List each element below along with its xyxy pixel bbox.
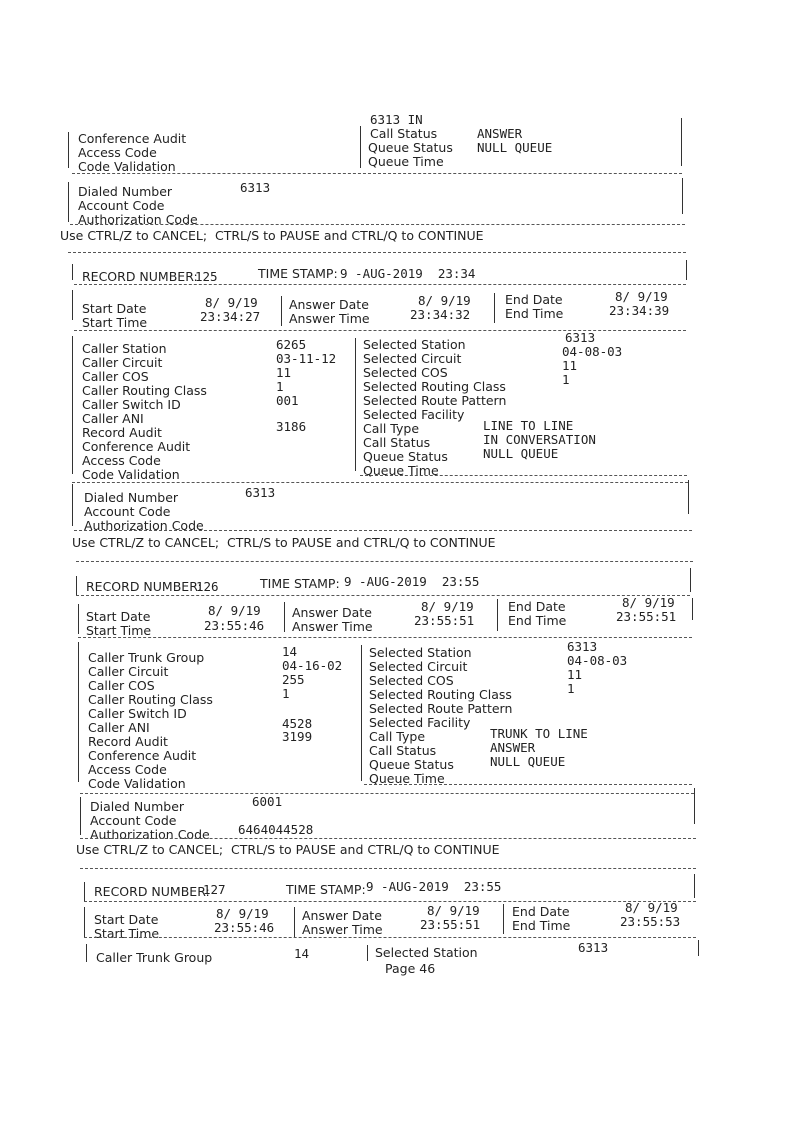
call-type: TRUNK TO LINE xyxy=(490,726,588,741)
right-border xyxy=(698,940,699,956)
right-border xyxy=(682,178,683,214)
label-record-audit: Record Audit xyxy=(88,734,168,749)
label-queue-status: Queue Status xyxy=(368,140,453,155)
label-selected-station: Selected Station xyxy=(363,337,466,352)
label-answer-date: Answer Date xyxy=(302,908,382,923)
divider xyxy=(74,530,692,531)
column-divider xyxy=(494,293,495,323)
label-account-code: Account Code xyxy=(84,504,171,519)
top-queue-status: NULL QUEUE xyxy=(477,140,553,155)
label-caller-circuit: Caller Circuit xyxy=(82,355,163,370)
label-start-time: Start Time xyxy=(82,315,148,330)
record-audit: 3199 xyxy=(282,729,313,744)
end-time: 23:34:39 xyxy=(609,303,670,318)
end-time: 23:55:51 xyxy=(616,609,677,624)
label-call-type: Call Type xyxy=(369,729,426,744)
selected-circuit: 04-08-03 xyxy=(567,653,628,668)
selected-cos: 11 xyxy=(567,667,583,682)
label-caller-switch-id: Caller Switch ID xyxy=(82,397,181,412)
label-caller-cos: Caller COS xyxy=(82,369,149,384)
selected-circuit: 04-08-03 xyxy=(562,344,623,359)
left-border xyxy=(86,944,87,962)
column-divider xyxy=(284,602,285,632)
label-dialed-number: Dialed Number xyxy=(90,799,185,814)
label-answer-time: Answer Time xyxy=(289,311,370,326)
record-number: 125 xyxy=(195,269,218,284)
end-time: 23:55:53 xyxy=(620,914,681,929)
divider xyxy=(70,224,685,225)
time-stamp: 9 -AUG-2019 23:55 xyxy=(366,879,502,894)
label-end-date: End Date xyxy=(512,904,570,919)
answer-date: 8/ 9/19 xyxy=(421,599,474,614)
call-status: ANSWER xyxy=(490,740,536,755)
left-border xyxy=(72,290,73,320)
start-date: 8/ 9/19 xyxy=(205,295,258,310)
column-divider xyxy=(367,945,368,961)
answer-time: 23:55:51 xyxy=(414,613,475,628)
label-caller-switch-id: Caller Switch ID xyxy=(88,706,187,721)
left-border xyxy=(72,264,73,280)
divider xyxy=(68,252,686,253)
label-record-audit: Record Audit xyxy=(82,425,162,440)
label-selected-routing-class: Selected Routing Class xyxy=(363,379,506,394)
left-border xyxy=(68,182,69,222)
divider xyxy=(74,284,686,285)
label-caller-ani: Caller ANI xyxy=(82,411,144,426)
column-divider xyxy=(497,599,498,631)
left-border xyxy=(68,132,69,168)
label-caller-routing-class: Caller Routing Class xyxy=(88,692,213,707)
divider xyxy=(364,784,692,785)
label-answer-date: Answer Date xyxy=(289,297,369,312)
answer-time: 23:55:51 xyxy=(420,917,481,932)
caller-switch-id: 001 xyxy=(276,393,299,408)
divider xyxy=(80,838,696,839)
left-border xyxy=(78,642,79,782)
label-account-code: Account Code xyxy=(90,813,177,828)
selected-routing-class: 1 xyxy=(562,372,570,387)
prompt-line: Use CTRL/Z to CANCEL; CTRL/S to PAUSE and CTRL/Q to CONTINUE xyxy=(60,228,484,243)
label-caller-trunk-group: Caller Trunk Group xyxy=(88,650,205,665)
right-border xyxy=(694,874,695,898)
label-selected-route-pattern: Selected Route Pattern xyxy=(363,393,507,408)
caller-trunk-group: 14 xyxy=(282,644,298,659)
label-end-time: End Time xyxy=(512,918,571,933)
label-queue-time: Queue Time xyxy=(368,154,444,169)
label-call-status: Call Status xyxy=(363,435,431,450)
label-access-code: Access Code xyxy=(78,145,157,160)
caller-cos: 11 xyxy=(276,365,292,380)
column-divider xyxy=(360,126,361,168)
label-start-time: Start Time xyxy=(86,623,152,638)
right-border xyxy=(694,788,695,824)
label-queue-status: Queue Status xyxy=(369,757,454,772)
authorization-code: 6464044528 xyxy=(238,822,314,837)
caller-circuit: 04-16-02 xyxy=(282,658,343,673)
label-code-validation: Code Validation xyxy=(82,467,180,482)
label-selected-route-pattern: Selected Route Pattern xyxy=(369,701,513,716)
top-call-status: ANSWER xyxy=(477,126,523,141)
label-call-status: Call Status xyxy=(369,743,437,758)
selected-station: 6313 xyxy=(578,940,609,955)
label-selected-cos: Selected COS xyxy=(369,673,454,688)
column-divider xyxy=(281,296,282,326)
divider xyxy=(72,482,688,483)
label-time-stamp: TIME STAMP: xyxy=(286,882,366,897)
caller-ani: 4528 xyxy=(282,716,313,731)
left-border xyxy=(72,336,73,474)
label-authorization-code: Authorization Code xyxy=(84,518,204,533)
label-authorization-code: Authorization Code xyxy=(78,212,198,227)
call-type: LINE TO LINE xyxy=(483,418,574,433)
label-end-time: End Time xyxy=(508,613,567,628)
label-selected-routing-class: Selected Routing Class xyxy=(369,687,512,702)
call-status: IN CONVERSATION xyxy=(483,432,596,447)
label-conference-audit: Conference Audit xyxy=(88,748,197,763)
label-caller-trunk-group: Caller Trunk Group xyxy=(96,950,213,965)
start-time: 23:34:27 xyxy=(200,309,261,324)
label-queue-time: Queue Time xyxy=(369,771,445,786)
column-divider xyxy=(355,338,356,471)
end-date: 8/ 9/19 xyxy=(615,289,668,304)
column-divider xyxy=(294,907,295,937)
start-date: 8/ 9/19 xyxy=(216,906,269,921)
label-caller-routing-class: Caller Routing Class xyxy=(82,383,207,398)
divider xyxy=(84,901,696,902)
page-number: Page 46 xyxy=(385,961,436,976)
label-caller-station: Caller Station xyxy=(82,341,167,356)
label-selected-cos: Selected COS xyxy=(363,365,448,380)
selected-routing-class: 1 xyxy=(567,681,575,696)
label-account-code: Account Code xyxy=(78,198,165,213)
left-border xyxy=(78,604,79,634)
caller-station: 6265 xyxy=(276,337,307,352)
label-start-date: Start Date xyxy=(94,912,159,927)
label-call-type: Call Type xyxy=(363,421,420,436)
label-selected-facility: Selected Facility xyxy=(369,715,471,730)
column-divider xyxy=(503,904,504,934)
divider xyxy=(80,868,696,869)
right-border xyxy=(681,118,682,166)
right-border xyxy=(692,598,693,620)
label-queue-status: Queue Status xyxy=(363,449,448,464)
left-border xyxy=(84,907,85,937)
selected-cos: 11 xyxy=(562,358,578,373)
label-end-date: End Date xyxy=(508,599,566,614)
start-time: 23:55:46 xyxy=(214,920,275,935)
right-border xyxy=(688,480,689,514)
right-border xyxy=(690,568,691,592)
caller-circuit: 03-11-12 xyxy=(276,351,337,366)
end-date: 8/ 9/19 xyxy=(625,900,678,915)
caller-cos: 255 xyxy=(282,672,305,687)
column-divider xyxy=(361,645,362,781)
label-caller-circuit: Caller Circuit xyxy=(88,664,169,679)
end-date: 8/ 9/19 xyxy=(622,595,675,610)
label-start-date: Start Date xyxy=(86,609,151,624)
label-answer-time: Answer Time xyxy=(292,619,373,634)
label-queue-time: Queue Time xyxy=(363,463,439,478)
label-time-stamp: TIME STAMP: xyxy=(258,266,338,281)
label-answer-time: Answer Time xyxy=(302,922,383,937)
label-call-status: Call Status xyxy=(370,126,438,141)
divider xyxy=(72,173,682,174)
top-station-line: 6313 IN xyxy=(370,112,423,127)
label-access-code: Access Code xyxy=(88,762,167,777)
label-end-time: End Time xyxy=(505,306,564,321)
label-conference-audit: Conference Audit xyxy=(82,439,191,454)
label-record-number: RECORD NUMBER: xyxy=(86,579,202,594)
label-conference-audit: Conference Audit xyxy=(78,131,187,146)
queue-status: NULL QUEUE xyxy=(490,754,566,769)
time-stamp: 9 -AUG-2019 23:55 xyxy=(344,574,480,589)
left-border xyxy=(76,576,77,596)
selected-station: 6313 xyxy=(565,330,596,345)
left-border xyxy=(84,882,85,902)
dialed-number: 6001 xyxy=(252,794,283,809)
label-start-time: Start Time xyxy=(94,926,160,941)
answer-time: 23:34:32 xyxy=(410,307,471,322)
label-access-code: Access Code xyxy=(82,453,161,468)
label-record-number: RECORD NUMBER: xyxy=(82,269,198,284)
label-end-date: End Date xyxy=(505,292,563,307)
label-selected-facility: Selected Facility xyxy=(363,407,465,422)
record-number: 127 xyxy=(203,882,226,897)
caller-trunk-group: 14 xyxy=(294,946,310,961)
answer-date: 8/ 9/19 xyxy=(427,903,480,918)
label-caller-cos: Caller COS xyxy=(88,678,155,693)
divider xyxy=(84,937,696,938)
label-dialed-number: Dialed Number xyxy=(78,184,173,199)
right-border xyxy=(686,260,687,280)
label-authorization-code: Authorization Code xyxy=(90,827,210,842)
label-start-date: Start Date xyxy=(82,301,147,316)
label-dialed-number: Dialed Number xyxy=(84,490,179,505)
start-date: 8/ 9/19 xyxy=(208,603,261,618)
answer-date: 8/ 9/19 xyxy=(418,293,471,308)
divider xyxy=(360,475,687,476)
top-dialed-number: 6313 xyxy=(240,180,271,195)
label-selected-station: Selected Station xyxy=(375,945,478,960)
label-record-number: RECORD NUMBER: xyxy=(94,884,210,899)
start-time: 23:55:46 xyxy=(204,618,265,633)
caller-routing-class: 1 xyxy=(276,379,284,394)
label-caller-ani: Caller ANI xyxy=(88,720,150,735)
dialed-number: 6313 xyxy=(245,485,276,500)
label-time-stamp: TIME STAMP: xyxy=(260,576,340,591)
left-border xyxy=(72,484,73,526)
left-border xyxy=(80,797,81,835)
divider xyxy=(80,793,694,794)
divider xyxy=(78,637,692,638)
record-audit: 3186 xyxy=(276,419,307,434)
divider xyxy=(76,561,693,562)
prompt-line: Use CTRL/Z to CANCEL; CTRL/S to PAUSE and CTRL/Q to CONTINUE xyxy=(76,842,500,857)
label-selected-station: Selected Station xyxy=(369,645,472,660)
label-selected-circuit: Selected Circuit xyxy=(363,351,462,366)
caller-routing-class: 1 xyxy=(282,686,290,701)
label-code-validation: Code Validation xyxy=(88,776,186,791)
divider xyxy=(76,595,690,596)
prompt-line: Use CTRL/Z to CANCEL; CTRL/S to PAUSE and CTRL/Q to CONTINUE xyxy=(72,535,496,550)
selected-station: 6313 xyxy=(567,639,598,654)
label-selected-circuit: Selected Circuit xyxy=(369,659,468,674)
record-number: 126 xyxy=(196,579,219,594)
queue-status: NULL QUEUE xyxy=(483,446,559,461)
label-answer-date: Answer Date xyxy=(292,605,372,620)
label-code-validation: Code Validation xyxy=(78,159,176,174)
time-stamp: 9 -AUG-2019 23:34 xyxy=(340,266,476,281)
